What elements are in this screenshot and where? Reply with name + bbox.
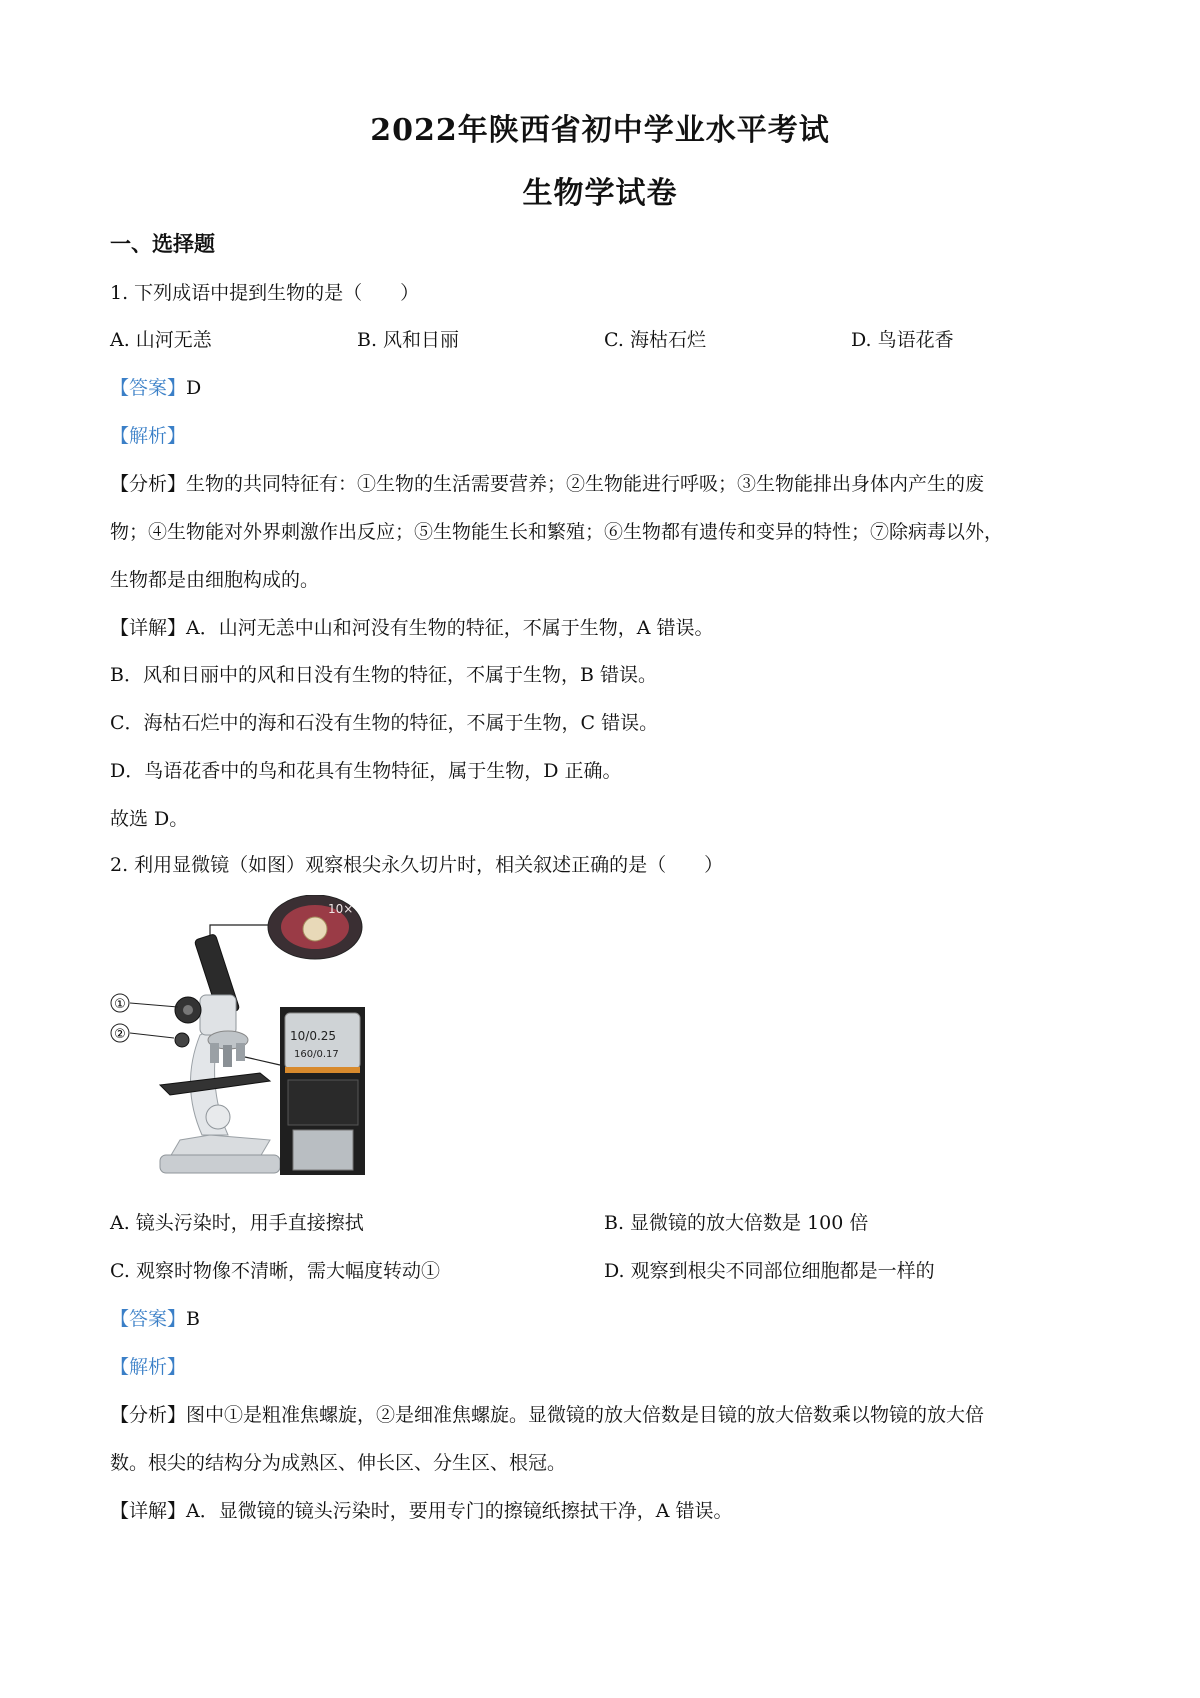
eyepiece-mark: 10× — [328, 902, 354, 916]
microscope-foot — [160, 1155, 280, 1173]
q1-detail-d: D．鸟语花香中的鸟和花具有生物特征，属于生物，D 正确。 — [110, 760, 622, 782]
objective-grip — [288, 1080, 358, 1125]
label-1: ① — [114, 997, 126, 1012]
exam-title: 2022年陕西省初中学业水平考试 — [370, 113, 830, 148]
label-2: ② — [114, 1027, 126, 1042]
eyepiece-callout-line — [210, 925, 275, 935]
objective-mark-2: 160/0.17 — [294, 1049, 339, 1060]
microscope-figure — [110, 895, 410, 1180]
q1-detail-c: C．海枯石烂中的海和石没有生物的特征，不属于生物，C 错误。 — [110, 712, 659, 734]
q2-analysis-2: 数。根尖的结构分为成熟区、伸长区、分生区、根冠。 — [110, 1452, 567, 1474]
q1-option-c: C. 海枯石烂 — [604, 329, 706, 351]
fine-focus-knob — [175, 1033, 189, 1047]
q2-analysis-1: 【分析】图中①是粗准焦螺旋，②是细准焦螺旋。显微镜的放大倍数是目镜的放大倍数乘以物镜的放大倍 — [110, 1404, 985, 1426]
q1-explain-tag: 【解析】 — [110, 425, 187, 447]
objective-ring — [285, 1067, 360, 1073]
objective-lens-1 — [210, 1043, 219, 1063]
q1-option-b: B. 风和日丽 — [357, 329, 460, 351]
q1-analysis-1: 【分析】生物的共同特征有：①生物的生活需要营养；②生物能进行呼吸；③生物能排出身体内产生的废 — [110, 473, 985, 495]
answer-value: B — [186, 1308, 200, 1330]
mirror — [206, 1105, 230, 1129]
q2-stem: 2. 利用显微镜（如图）观察根尖永久切片时，相关叙述正确的是（ ） — [110, 854, 724, 876]
coarse-focus-center — [183, 1005, 193, 1015]
exam-subtitle: 生物学试卷 — [522, 176, 678, 211]
q1-detail-b: B．风和日丽中的风和日没有生物的特征，不属于生物，B 错误。 — [110, 664, 657, 686]
eyepiece-lens — [303, 917, 327, 941]
q1-stem: 1. 下列成语中提到生物的是（ ） — [110, 282, 420, 304]
objective-callout-line — [245, 1057, 280, 1065]
microscope-head — [200, 995, 236, 1035]
answer-tag: 【答案】 — [110, 377, 187, 399]
q1-analysis-2: 物；④生物能对外界刺激作出反应；⑤生物能生长和繁殖；⑥生物都有遗传和变异的特性；⑦除病毒以外， — [110, 521, 1004, 543]
q2-explain-tag: 【解析】 — [110, 1356, 187, 1378]
q1-conclusion: 故选 D。 — [110, 808, 189, 830]
q2-option-a: A. 镜头污染时，用手直接擦拭 — [110, 1212, 364, 1234]
q1-option-d: D. 鸟语花香 — [851, 329, 954, 351]
q2-option-c: C. 观察时物像不清晰，需大幅度转动① — [110, 1260, 440, 1282]
objective-lens-3 — [236, 1043, 245, 1061]
microscope-base — [170, 1135, 270, 1157]
q1-detail-a: 【详解】A．山河无恙中山和河没有生物的特征，不属于生物，A 错误。 — [110, 617, 714, 639]
answer-tag: 【答案】 — [110, 1308, 187, 1330]
q2-option-d: D. 观察到根尖不同部位细胞都是一样的 — [604, 1260, 935, 1282]
q2-option-b: B. 显微镜的放大倍数是 100 倍 — [604, 1212, 869, 1234]
objective-tip — [293, 1130, 353, 1170]
objective-lens-2 — [223, 1045, 232, 1067]
section-heading: 一、选择题 — [110, 231, 215, 256]
q1-analysis-3: 生物都是由细胞构成的。 — [110, 569, 320, 591]
q2-detail-a: 【详解】A．显微镜的镜头污染时，要用专门的擦镜纸擦拭干净，A 错误。 — [110, 1500, 733, 1522]
q2-answer-line — [110, 1304, 200, 1331]
q1-answer-line — [110, 373, 201, 400]
label-line-1 — [130, 1003, 178, 1007]
q1-option-a: A. 山河无恙 — [110, 329, 212, 351]
objective-mark-1: 10/0.25 — [290, 1029, 337, 1043]
label-line-2 — [130, 1033, 174, 1038]
answer-value: D — [186, 377, 202, 399]
